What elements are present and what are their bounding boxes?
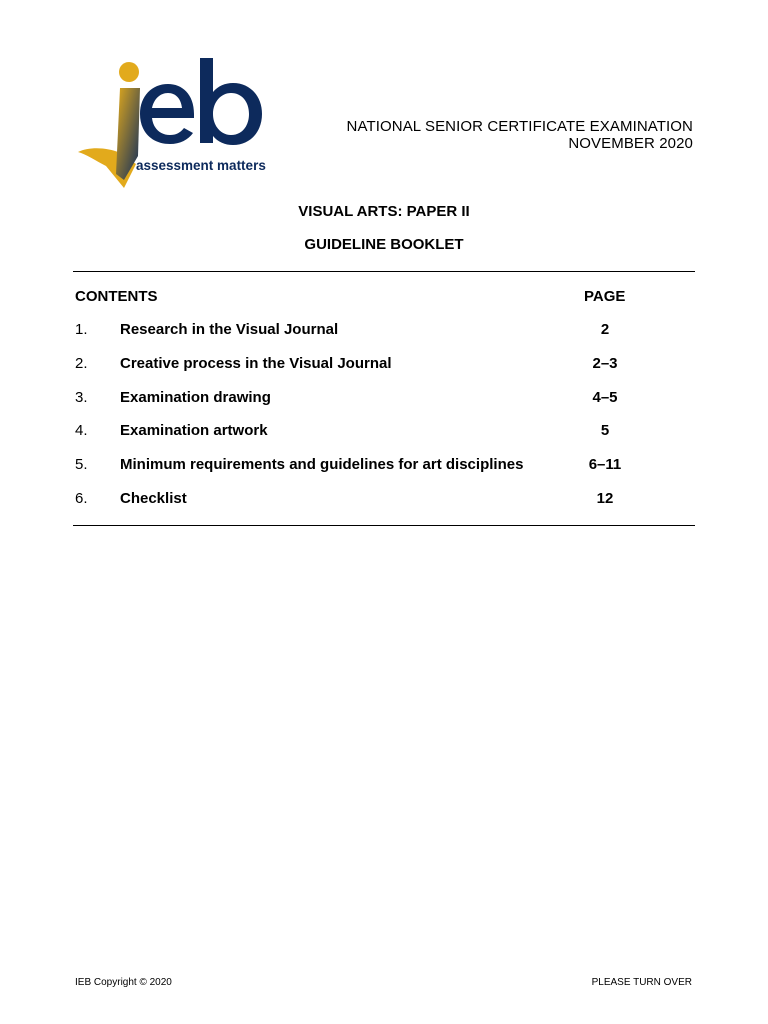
logo-e [140,84,194,144]
item-title: Research in the Visual Journal [120,321,339,338]
paper-title: VISUAL ARTS: PAPER II [298,203,470,220]
logo-tagline: assessment matters [136,158,266,173]
bottom-divider [73,525,695,526]
copyright-footer: IEB Copyright © 2020 [75,977,172,988]
item-page: 4–5 [592,388,618,406]
exam-name: NATIONAL SENIOR CERTIFICATE EXAMINATION [346,118,693,135]
item-title: Examination artwork [120,422,268,440]
item-number: 2. [75,354,88,372]
logo-b [200,58,262,145]
list-item [75,321,695,355]
list-item [75,355,695,389]
item-title: Creative process in the Visual Journal [120,354,392,372]
top-divider [73,271,695,272]
exam-date: NOVEMBER 2020 [568,135,693,152]
item-title: Minimum requirements and guidelines for art disciplines [120,456,524,474]
list-item [75,490,695,524]
contents-heading: CONTENTS [75,288,158,305]
exam-header [347,118,693,152]
contents-list [75,321,695,524]
item-page: 5 [600,422,610,440]
booklet-title: GUIDELINE BOOKLET [304,236,464,253]
turn-over-footer: PLEASE TURN OVER [591,977,692,988]
list-item [75,389,695,423]
item-title: Examination drawing [120,388,271,406]
item-page: 2–3 [592,354,618,372]
page-heading: PAGE [584,288,626,305]
item-title: Checklist [120,489,187,507]
list-item [75,456,695,490]
item-number: 1. [75,321,88,338]
item-number: 6. [75,489,88,507]
item-number: 4. [75,422,88,440]
item-number: 3. [75,388,88,406]
item-number: 5. [75,456,88,474]
item-page: 2 [600,321,610,338]
ieb-logo [76,56,290,192]
list-item [75,422,695,456]
item-page: 12 [596,489,614,507]
logo-dot [119,62,139,82]
item-page: 6–11 [588,456,622,474]
